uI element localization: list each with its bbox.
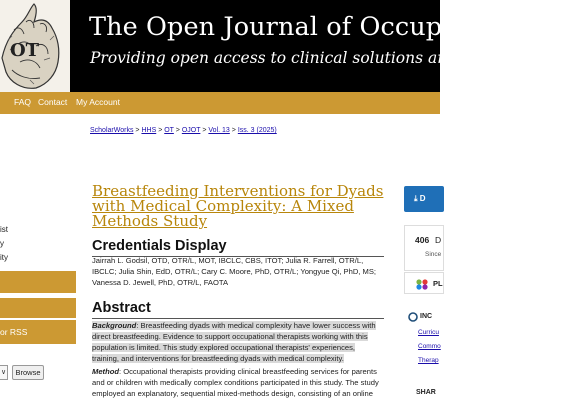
sidebar-link-fragment-3[interactable]: ity [0, 253, 8, 262]
sidebar-link-fragment-2[interactable]: y [0, 239, 4, 248]
browse-button[interactable]: Browse [12, 365, 44, 380]
sidebar-section-header-1 [0, 271, 76, 293]
abstract-background-paragraph [92, 320, 384, 364]
breadcrumb-separator: > [175, 127, 180, 134]
plumx-icon [415, 278, 429, 290]
sidebar-section-header-2 [0, 298, 76, 318]
plumx-label: PL [433, 279, 443, 288]
share-label: SHAR [416, 389, 436, 396]
journal-banner [0, 0, 573, 92]
downloads-since-label: Since [425, 251, 442, 258]
nav-my-account[interactable]: My Account [76, 97, 120, 107]
nav-faq[interactable]: FAQ [14, 97, 32, 107]
browse-select-arrow[interactable]: ∨ [0, 365, 8, 380]
article-title[interactable]: Breastfeeding Interventions for Dyads with Medical Complexity: A Mixed Methods Study [92, 182, 384, 230]
abstract-method-paragraph [92, 366, 384, 399]
abstract-heading: Abstract [92, 300, 384, 319]
logo-hands-illustration [0, 0, 70, 92]
credentials-heading: Credentials Display [92, 238, 384, 257]
background-label: Background [92, 321, 137, 330]
breadcrumb-scholarworks[interactable]: ScholarWorks [90, 127, 134, 134]
breadcrumb-issue[interactable]: Iss. 3 (2025) [237, 127, 277, 134]
included-in-icon [408, 312, 418, 322]
download-button[interactable] [404, 186, 444, 212]
downloads-label: D [435, 235, 442, 245]
nav-contact[interactable]: Contact [38, 97, 68, 107]
included-link-2[interactable]: Commo [418, 343, 441, 350]
breadcrumb-ojot[interactable]: OJOT [181, 127, 201, 134]
breadcrumb-separator: > [135, 127, 140, 134]
included-in-label: INC [420, 313, 433, 320]
downloads-card [404, 225, 444, 271]
included-link-3[interactable]: Therap [418, 357, 439, 364]
author-list: Jairrah L. Godsil, OTD, OTR/L, MOT, IBCLC, CBS, ITOT; Julia R. Farrell, OTR/L, IBCLC; Julia Shin, EdD, OTR/L; Cary C. Moore, PhD, OTR/L; Yongyue Qi, PhD, MS; Vanessa D. Jewell, PhD, OTR/L, FAOTA [92, 256, 377, 287]
downloads-count: 406 [415, 235, 430, 245]
method-text: : Occupational therapists providing clinical breastfeeding services for parents and or children with medically complex conditions participated in this study. The study employed an explanatory, sequential mixed-methods design, consisting of an online [92, 367, 379, 398]
background-text: : Breastfeeding dyads with medical complexity have lower success with direct breastfeeding. Evidence to support occupational therapists working with this population is limited. This study explored occupational therapists' experiences, training, and interventions for breastfeeding dyads with medical complexity. [92, 321, 376, 363]
download-label: ⤓ D [414, 194, 426, 203]
main-nav-bar [0, 92, 440, 114]
breadcrumb-separator: > [231, 127, 236, 134]
sidebar-rss-block[interactable] [0, 320, 76, 344]
plumx-card[interactable] [404, 272, 444, 294]
sidebar-link-fragment-1[interactable]: ist [0, 225, 8, 234]
sidebar-rss-label[interactable]: or RSS [0, 327, 28, 337]
method-label: Method [92, 367, 119, 376]
breadcrumb [90, 127, 277, 134]
breadcrumb-separator: > [158, 127, 163, 134]
breadcrumb-hhs[interactable]: HHS [141, 127, 157, 134]
journal-logo[interactable] [0, 0, 70, 92]
included-link-1[interactable]: Curricu [418, 329, 439, 336]
breadcrumb-volume[interactable]: Vol. 13 [208, 127, 230, 134]
breadcrumb-ot[interactable]: OT [164, 127, 174, 134]
journal-title[interactable]: The Open Journal of Occupational Th [89, 12, 573, 42]
journal-subtitle: Providing open access to clinical solutions and educational i [90, 49, 564, 67]
breadcrumb-separator: > [202, 127, 207, 134]
svg-text:OT: OT [10, 40, 40, 61]
